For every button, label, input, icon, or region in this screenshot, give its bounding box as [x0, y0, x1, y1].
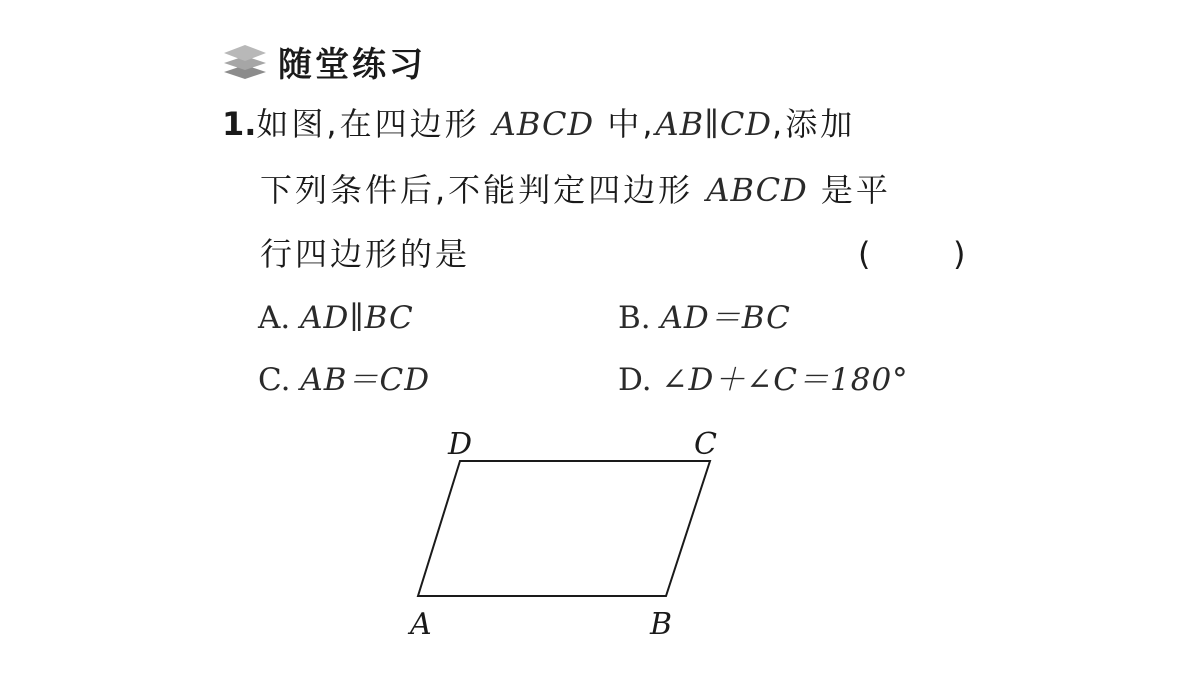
question-text: 如图,在四边形	[256, 105, 480, 143]
question-line-1	[222, 104, 855, 144]
vertex-label-c: C	[694, 427, 717, 462]
option-letter: A.	[258, 300, 291, 336]
option-letter: D.	[618, 362, 652, 398]
option-d	[618, 360, 909, 400]
section-title: 随堂练习	[278, 44, 426, 85]
answer-paren-left: (	[858, 235, 871, 273]
math-expression: ABCD	[706, 171, 808, 209]
option-expression: AD＝BC	[660, 300, 791, 336]
question-line-2	[260, 170, 891, 210]
layers-icon	[222, 43, 268, 79]
question-text: 中,	[607, 105, 656, 143]
vertex-label-b: B	[650, 607, 673, 642]
vertex-label-d: D	[448, 427, 473, 462]
option-expression: AD∥BC	[300, 300, 414, 336]
question-text: 行四边形的是	[260, 235, 471, 273]
question-line-3	[260, 234, 470, 274]
vertex-label-a: A	[410, 607, 432, 642]
option-expression: AB＝CD	[300, 362, 431, 398]
option-b	[618, 298, 791, 338]
option-a	[258, 298, 414, 338]
question-text: 下列条件后,不能判定四边形	[260, 171, 694, 209]
parallelogram-shape	[418, 461, 710, 596]
option-c	[258, 360, 430, 400]
answer-paren-right: )	[953, 235, 966, 273]
option-letter: B.	[618, 300, 651, 336]
math-expression: AB∥CD	[655, 105, 773, 143]
question-text: 是平	[820, 171, 891, 209]
option-letter: C.	[258, 362, 291, 398]
section-header	[222, 38, 426, 84]
question-number: 1.	[222, 105, 257, 143]
question-text: ,添加	[772, 105, 856, 143]
math-expression: ABCD	[492, 105, 595, 143]
parallelogram-figure	[400, 420, 730, 650]
option-expression: ∠D＋∠C＝180°	[661, 362, 909, 398]
